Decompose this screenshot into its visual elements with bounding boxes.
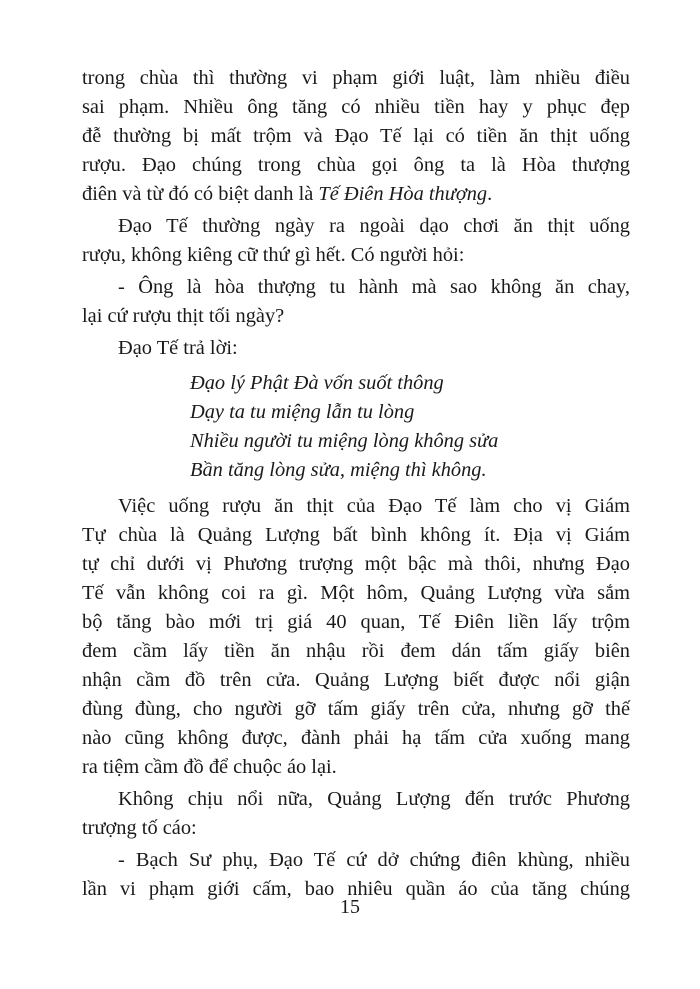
- text-line: đùng đùng, cho người gỡ tấm giấy trên cửa, nhưng gỡ thế: [82, 698, 630, 720]
- text-line: - Ông là hòa thượng tu hành mà sao không ăn chay,: [118, 276, 630, 298]
- paragraph-4: [82, 334, 630, 363]
- text-line: trong chùa thì thường vi phạm giới luật, làm nhiều điều: [82, 67, 630, 89]
- poem-line: Dạy ta tu miệng lẫn tu lòng: [190, 401, 415, 423]
- page-number: 15: [340, 896, 360, 918]
- text-line: Việc uống rượu ăn thịt của Đạo Tế làm cho vị Giám: [118, 495, 630, 517]
- text-line: lần vi phạm giới cấm, bao nhiêu quần áo của tăng chúng: [82, 878, 630, 900]
- text-fragment: điên và từ đó có biệt danh là: [82, 183, 319, 205]
- text-line: đem cầm lấy tiền ăn nhậu rồi đem dán tấm giấy biên: [82, 640, 630, 662]
- text-fragment: .: [487, 183, 493, 205]
- paragraph-5: [82, 492, 630, 782]
- text-line: sai phạm. Nhiều ông tăng có nhiều tiền hay y phục đẹp: [82, 96, 630, 118]
- text-line: Tế vẫn không coi ra gì. Một hôm, Quảng Lượng vừa sắm: [82, 582, 630, 604]
- text-line: đễ thường bị mất trộm và Đạo Tế lại có tiền ăn thịt uống: [82, 125, 630, 147]
- poem-line: Đạo lý Phật Đà vốn suốt thông: [190, 372, 444, 394]
- text-line: rượu. Đạo chúng trong chùa gọi ông ta là Hòa thượng: [82, 154, 630, 176]
- text-line: lại cứ rượu thịt tối ngày?: [82, 305, 285, 327]
- text-line: rượu, không kiêng cữ thứ gì hết. Có người hỏi:: [82, 244, 465, 266]
- text-line: Đạo Tế trả lời:: [118, 337, 238, 359]
- poem-line: Nhiều người tu miệng lòng không sửa: [190, 430, 499, 452]
- text-line: Không chịu nổi nữa, Quảng Lượng đến trước Phương: [118, 788, 630, 810]
- text-line: Tự chùa là Quảng Lượng bất bình không ít. Địa vị Giám: [82, 524, 630, 546]
- paragraph-2: [82, 212, 630, 270]
- paragraph-6: [82, 785, 630, 843]
- text-line: nào cũng không được, đành phải hạ tấm cửa xuống mang: [82, 727, 630, 749]
- poem-line: Bần tăng lòng sửa, miệng thì không.: [190, 459, 487, 481]
- text-line: nhận cầm đồ trên cửa. Quảng Lượng biết được nổi giận: [82, 669, 630, 691]
- text-line: trượng tố cáo:: [82, 817, 197, 839]
- text-line: bộ tăng bào mới trị giá 40 quan, Tế Điên liền lấy trộm: [82, 611, 630, 633]
- paragraph-1: [82, 64, 630, 209]
- text-line: Đạo Tế thường ngày ra ngoài dạo chơi ăn thịt uống: [118, 215, 630, 237]
- text-line: tự chỉ dưới vị Phương trượng một bậc mà thôi, nhưng Đạo: [82, 553, 630, 575]
- book-page-text: [82, 64, 630, 904]
- text-line: - Bạch Sư phụ, Đạo Tế cứ dở chứng điên khùng, nhiều: [118, 849, 630, 871]
- text-line: [82, 180, 630, 209]
- poem-verse: [82, 369, 630, 485]
- text-line: ra tiệm cầm đồ để chuộc áo lại.: [82, 756, 337, 778]
- nickname-italic: Tế Điên Hòa thượng: [318, 183, 488, 205]
- paragraph-3-question: [82, 273, 630, 331]
